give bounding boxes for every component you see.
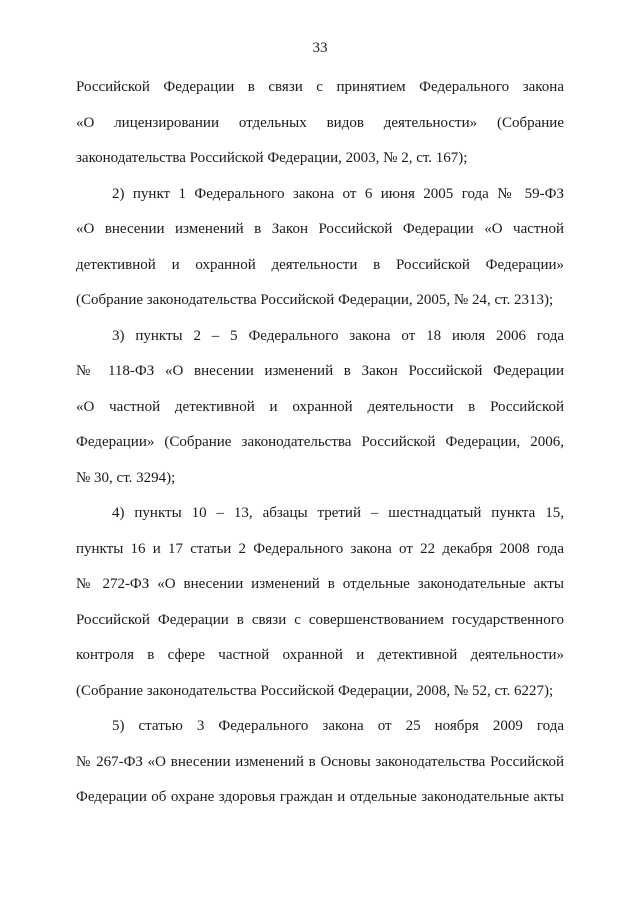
text-line: «О частной детективной и охранной деятельности в Российской [76, 398, 564, 415]
text-line: пункты 16 и 17 статьи 2 Федерального закона от 22 декабря 2008 года [76, 540, 564, 557]
text-line: Федерации об охране здоровья граждан и отдельные законодательные акты [76, 789, 564, 805]
text-line: детективной и охранной деятельности в Российской Федерации» [76, 256, 564, 273]
list-item-5-start: 5) статью 3 Федерального закона от 25 ноября 2009 года [112, 718, 564, 734]
text-line: контроля в сфере частной охранной и детективной деятельности» [76, 647, 564, 663]
text-line: Российской Федерации в связи с совершенствованием государственного [76, 611, 564, 628]
text-line: Российской Федерации в связи с принятием Федерального закона [76, 79, 564, 95]
text-line: № 267-ФЗ «О внесении изменений в Основы законодательства Российской [76, 753, 564, 770]
text-line: № 118-ФЗ «О внесении изменений в Закон Российской Федерации [76, 363, 564, 379]
text-line: законодательства Российской Федерации, 2003, № 2, ст. 167); [76, 150, 468, 166]
text-line: № 272-ФЗ «О внесении изменений в отдельные законодательные акты [76, 576, 564, 592]
text-line: № 30, ст. 3294); [76, 469, 176, 486]
text-line: (Собрание законодательства Российской Федерации, 2005, № 24, ст. 2313); [76, 292, 554, 308]
text-line: (Собрание законодательства Российской Федерации, 2008, № 52, ст. 6227); [76, 682, 554, 699]
list-item-2-start: 2) пункт 1 Федерального закона от 6 июня 2005 года № 59-ФЗ [112, 185, 564, 202]
text-line: Федерации» (Собрание законодательства Российской Федерации, 2006, [76, 434, 564, 450]
list-item-4-start: 4) пункты 10 – 13, абзацы третий – шестнадцатый пункта 15, [112, 505, 564, 521]
text-line: «О внесении изменений в Закон Российской Федерации «О частной [76, 221, 564, 237]
page-number: 33 [312, 40, 328, 56]
text-line: «О лицензировании отдельных видов деятельности» (Собрание [76, 114, 564, 131]
document-body [76, 70, 564, 816]
list-item-3-start: 3) пункты 2 – 5 Федерального закона от 18 июля 2006 года [112, 327, 564, 344]
